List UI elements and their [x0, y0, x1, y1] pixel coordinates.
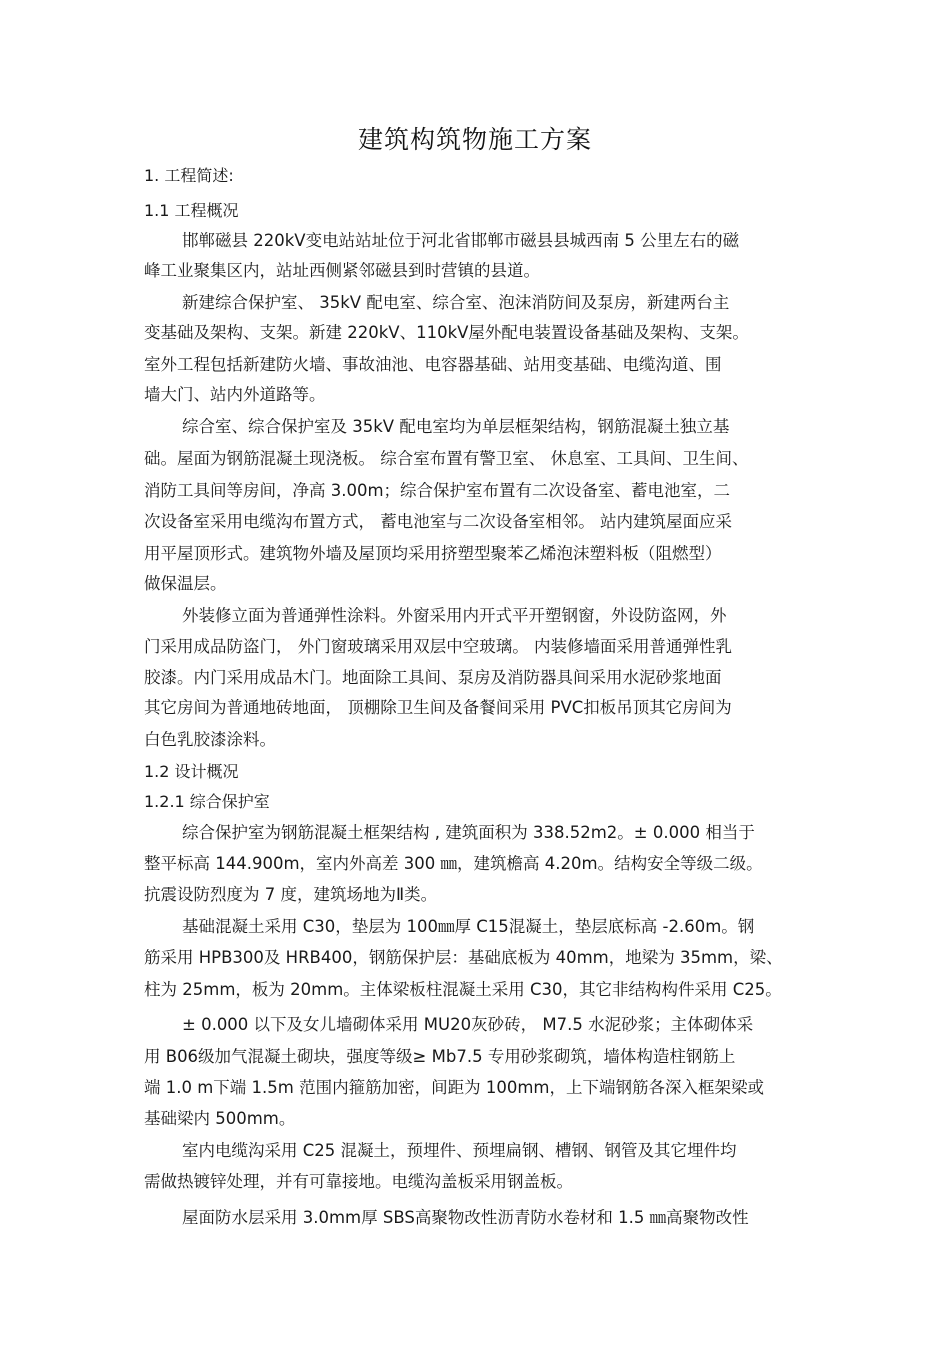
section-heading: 1.2 设计概况: [144, 762, 239, 781]
section-heading: 1. 工程简述:: [144, 166, 234, 185]
paragraph-line: 需做热镀锌处理，并有可靠接地。电缆沟盖板采用钢盖板。: [144, 1172, 573, 1191]
paragraph-line: 筋采用 HPB300及 HRB400，钢筋保护层：基础底板为 40mm，地梁为 35mm，梁、: [144, 948, 783, 967]
paragraph-line: 新建综合保护室、 35kV 配电室、综合室、泡沫消防间及泵房，新建两台主: [182, 293, 730, 312]
paragraph-line: 综合保护室为钢筋混凝土框架结构 , 建筑面积为 338.52m2。± 0.000 相当于: [182, 823, 755, 842]
page-title: 建筑构筑物施工方案: [357, 125, 592, 154]
paragraph-line: 次设备室采用电缆沟布置方式， 蓄电池室与二次设备室相邻。 站内建筑屋面应采: [144, 512, 732, 531]
paragraph-line: 胶漆。内门采用成品木门。地面除工具间、泵房及消防器具间采用水泥砂浆地面: [144, 668, 722, 687]
paragraph-line: 做保温层。: [144, 574, 227, 593]
paragraph-line: 础。屋面为钢筋混凝土现浇板。 综合室布置有警卫室、 休息室、工具间、卫生间、: [144, 449, 749, 468]
paragraph-line: 峰工业聚集区内，站址西侧紧邻磁县到时营镇的县道。: [144, 261, 540, 280]
paragraph-line: 用 B06级加气混凝土砌块，强度等级≥ Mb7.5 专用砂浆砌筑，墙体构造柱钢筋上: [144, 1047, 736, 1066]
paragraph-line: 综合室、综合保护室及 35kV 配电室均为单层框架结构，钢筋混凝土独立基: [182, 417, 730, 436]
paragraph-line: 柱为 25mm，板为 20mm。主体梁板柱混凝土采用 C30，其它非结构构件采用 C25。: [144, 980, 782, 999]
paragraph-line: 端 1.0 m下端 1.5m 范围内箍筋加密，间距为 100mm，上下端钢筋各深入框架梁或: [144, 1078, 764, 1097]
paragraph-line: 整平标高 144.900m，室内外高差 300 ㎜，建筑檐高 4.20m。结构安全等级二级。: [144, 854, 763, 873]
paragraph-line: 屋面防水层采用 3.0mm厚 SBS高聚物改性沥青防水卷材和 1.5 ㎜高聚物改性: [182, 1208, 749, 1227]
paragraph-line: 基础混凝土采用 C30，垫层为 100㎜厚 C15混凝土，垫层底标高 -2.60m。钢: [182, 917, 755, 936]
section-heading: 1.2.1 综合保护室: [144, 792, 270, 811]
paragraph-line: 消防工具间等房间，净高 3.00m；综合保护室布置有二次设备室、蓄电池室，二: [144, 481, 731, 500]
paragraph-line: 用平屋顶形式。建筑物外墙及屋顶均采用挤塑型聚苯乙烯泡沫塑料板（阻燃型）: [144, 544, 722, 563]
paragraph-line: 墙大门、站内外道路等。: [144, 385, 326, 404]
paragraph-line: ± 0.000 以下及女儿墙砌体采用 MU20灰砂砖， M7.5 水泥砂浆；主体砌体采: [182, 1015, 754, 1034]
paragraph-line: 基础梁内 500mm。: [144, 1109, 296, 1128]
paragraph-line: 室外工程包括新建防火墙、事故油池、电容器基础、站用变基础、电缆沟道、围: [144, 355, 722, 374]
paragraph-line: 白色乳胶漆涂料。: [144, 730, 276, 749]
paragraph-line: 其它房间为普通地砖地面， 顶棚除卫生间及备餐间采用 PVC扣板吊顶其它房间为: [144, 698, 732, 717]
paragraph-line: 外装修立面为普通弹性涂料。外窗采用内开式平开塑钢窗，外设防盗网，外: [182, 606, 727, 625]
paragraph-line: 室内电缆沟采用 C25 混凝土，预埋件、预埋扁钢、槽钢、钢管及其它埋件均: [182, 1141, 737, 1160]
paragraph-line: 变基础及架构、支架。新建 220kV、110kV屋外配电装置设备基础及架构、支架。: [144, 323, 749, 342]
paragraph-line: 门采用成品防盗门， 外门窗玻璃采用双层中空玻璃。 内装修墙面采用普通弹性乳: [144, 637, 732, 656]
section-heading: 1.1 工程概况: [144, 201, 239, 220]
paragraph-line: 邯郸磁县 220kV变电站站址位于河北省邯郸市磁县县城西南 5 公里左右的磁: [182, 231, 740, 250]
paragraph-line: 抗震设防烈度为 7 度，建筑场地为Ⅱ类。: [144, 885, 438, 904]
